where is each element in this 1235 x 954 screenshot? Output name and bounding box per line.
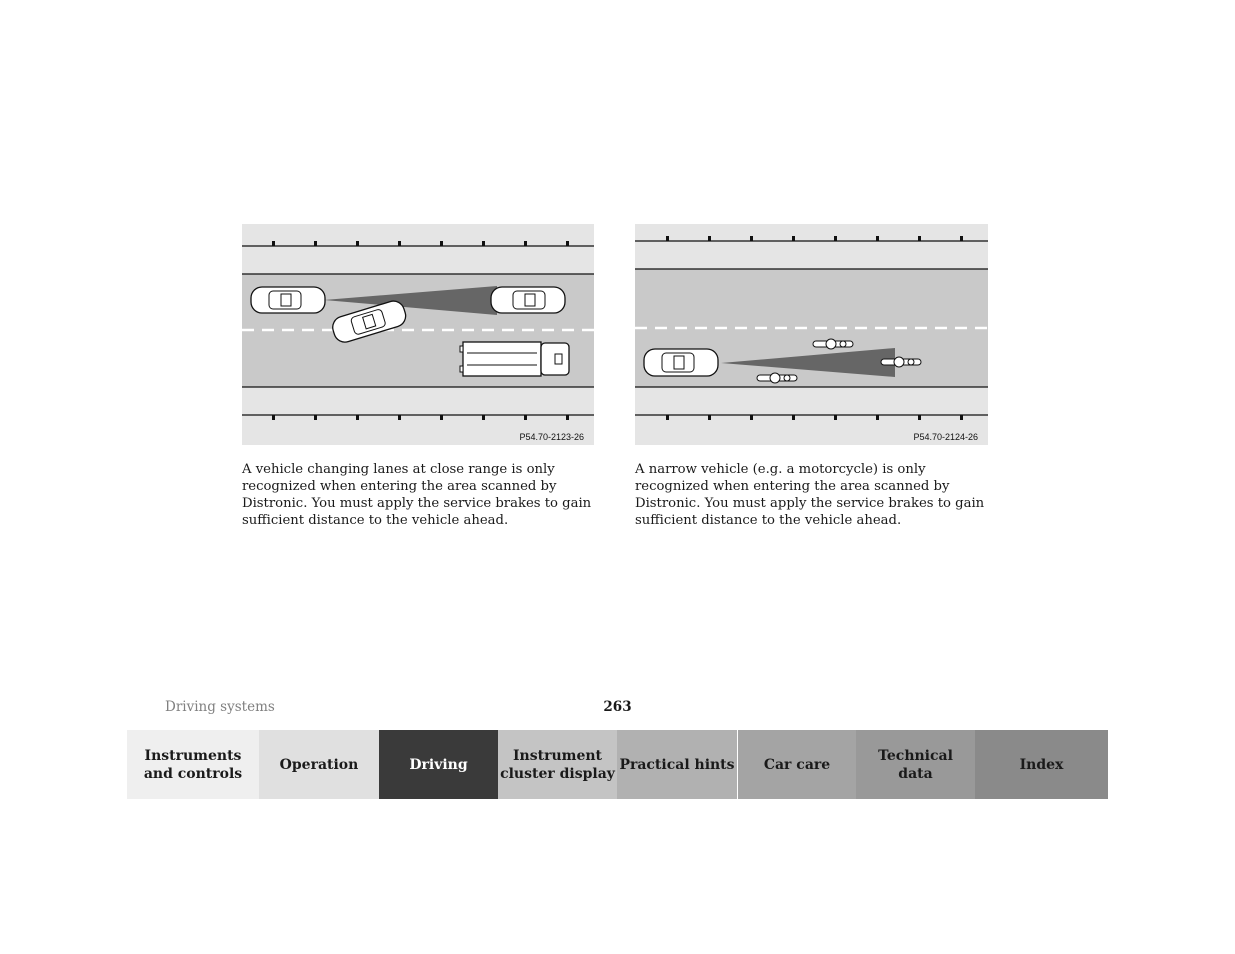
caption-motorcycle: A narrow vehicle (e.g. a motorcycle) is only recognized when entering the area scanned by Distronic. You must apply the service brakes to gain sufficient distance to the vehicle ahead. [635,462,985,528]
truck [460,342,569,376]
tab-driving[interactable]: Driving [379,730,498,799]
motorcycle-ahead [881,357,921,367]
motorcycle-lower [757,373,797,383]
motorcycle-diagram [635,224,988,445]
motorcycle-upper [813,339,853,349]
tab-instruments-and-controls[interactable]: Instruments and controls [127,730,259,799]
figure-code: P54.70-2124-26 [913,432,978,442]
illustration-motorcycle [635,224,988,445]
caption-lane-change: A vehicle changing lanes at close range is only recognized when entering the area scanned by Distronic. You must apply the service brakes to gain sufficient distance to the vehicle ahead. [242,462,592,528]
section-title: Driving systems [165,699,275,715]
tab-practical-hints[interactable]: Practical hints [617,730,737,799]
car-ahead [491,287,565,313]
tab-car-care[interactable]: Car care [737,730,856,799]
tab-technical-data[interactable]: Technical data [856,730,975,799]
tab-instrument-cluster-display[interactable]: Instrument cluster display [498,730,617,799]
illustration-lane-change [242,224,594,445]
lane-change-diagram [242,224,594,445]
tab-operation[interactable]: Operation [259,730,379,799]
own-car [644,349,718,376]
figure-code: P54.70-2123-26 [519,432,584,442]
chapter-navigation [127,730,1108,799]
own-car [251,287,325,313]
page-number: 263 [603,699,632,715]
tab-index[interactable]: Index [975,730,1108,799]
